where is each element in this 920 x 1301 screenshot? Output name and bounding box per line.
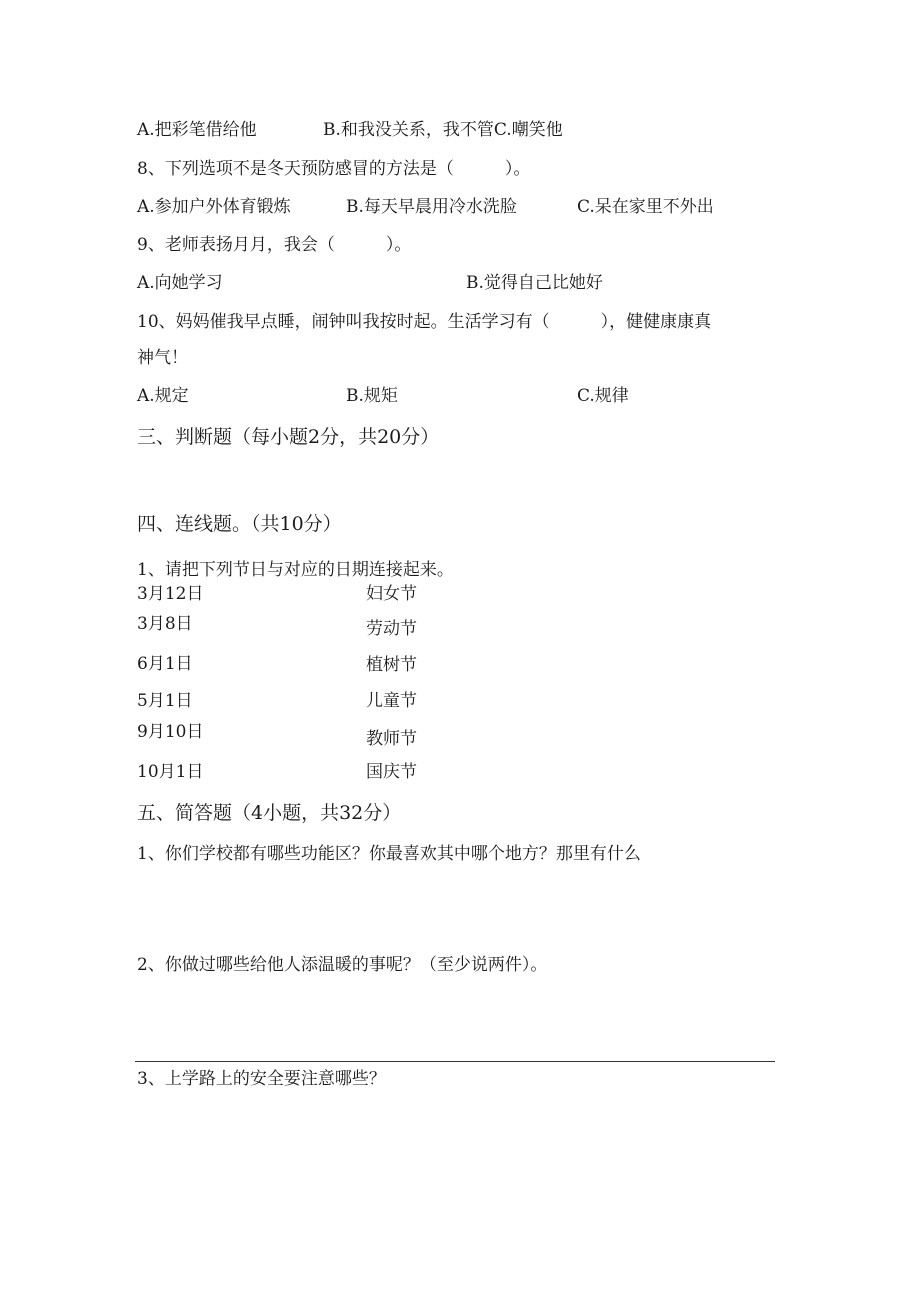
date-item: 6月1日	[137, 654, 193, 674]
q10-question-line2: 神气！	[137, 348, 188, 368]
section3-title: 三、判断题（每小题2分，共20分）	[137, 426, 440, 448]
q7-option-a: A.把彩笔借给他	[137, 120, 257, 140]
date-item: 9月10日	[137, 722, 204, 742]
section5-title: 五、简答题（4小题，共32分）	[137, 802, 402, 824]
section5-q2: 2、你做过哪些给他人添温暖的事呢？（至少说两件）。	[137, 955, 548, 975]
q8-option-c: C.呆在家里不外出	[577, 197, 714, 217]
holiday-item: 国庆节	[366, 762, 417, 782]
q7-option-b-c: B.和我没关系，我不管C.嘲笑他	[323, 120, 563, 140]
date-item: 3月12日	[137, 584, 204, 604]
q8-option-a: A.参加户外体育锻炼	[137, 197, 291, 217]
q10-question-line1: 10、妈妈催我早点睡，闹钟叫我按时起。生活学习有（ ），健健康康真	[137, 312, 712, 332]
q10-option-b: B.规矩	[346, 386, 398, 406]
q10-option-c: C.规律	[577, 386, 629, 406]
holiday-item: 妇女节	[366, 584, 417, 604]
holiday-item: 教师节	[366, 729, 417, 749]
divider-line	[135, 1061, 775, 1062]
section4-title: 四、连线题。（共10分）	[137, 513, 342, 535]
holiday-item: 植树节	[366, 655, 417, 675]
section4-q1: 1、请把下列节日与对应的日期连接起来。	[137, 560, 454, 580]
q9-option-b: B.觉得自己比她好	[466, 273, 603, 293]
date-item: 10月1日	[137, 762, 204, 782]
q9-question: 9、老师表扬月月，我会（ ）。	[137, 235, 412, 255]
q9-option-a: A.向她学习	[137, 273, 223, 293]
date-item: 5月1日	[137, 691, 193, 711]
holiday-item: 劳动节	[366, 619, 417, 639]
q8-question: 8、下列选项不是冬天预防感冒的方法是（ ）。	[137, 159, 531, 179]
date-item: 3月8日	[137, 614, 193, 634]
q10-option-a: A.规定	[137, 386, 189, 406]
section5-q3: 3、上学路上的安全要注意哪些？	[137, 1069, 386, 1089]
holiday-item: 儿童节	[366, 691, 417, 711]
section5-q1: 1、你们学校都有哪些功能区？你最喜欢其中哪个地方？那里有什么	[137, 844, 641, 864]
q8-option-b: B.每天早晨用冷水洗脸	[346, 197, 517, 217]
